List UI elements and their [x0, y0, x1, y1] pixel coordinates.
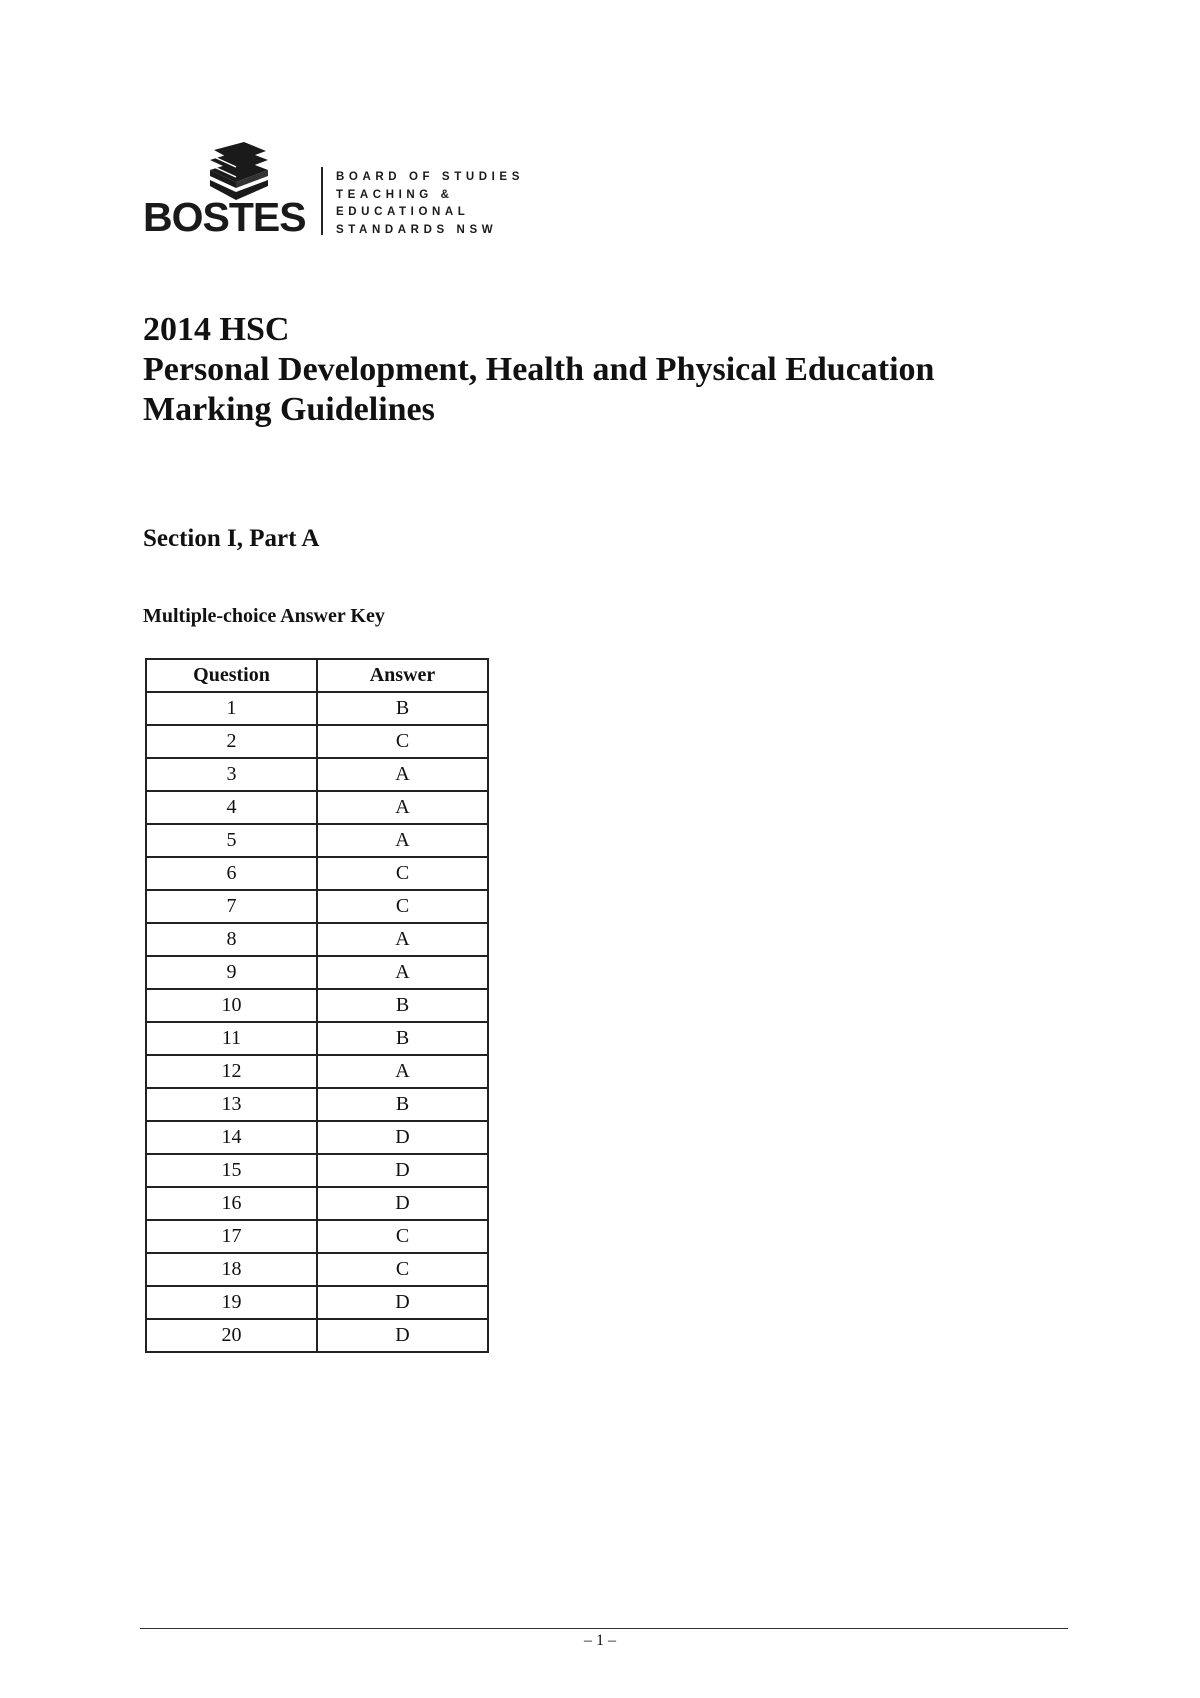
section-heading: Section I, Part A: [143, 525, 320, 552]
answer-cell: A: [317, 956, 488, 989]
answer-cell: A: [317, 923, 488, 956]
question-number-cell: 20: [146, 1319, 317, 1352]
logo-line: TEACHING &: [336, 188, 454, 201]
question-number-cell: 14: [146, 1121, 317, 1154]
table-caption: Multiple-choice Answer Key: [143, 605, 385, 627]
answer-cell: C: [317, 1220, 488, 1253]
question-number-cell: 17: [146, 1220, 317, 1253]
question-number-cell: 10: [146, 989, 317, 1022]
table-row: [146, 857, 488, 890]
answer-cell: D: [317, 1187, 488, 1220]
answer-cell: D: [317, 1121, 488, 1154]
logo-subtitle: [336, 169, 524, 239]
table-row: [146, 1121, 488, 1154]
answer-cell: B: [317, 692, 488, 725]
table-row: [146, 1088, 488, 1121]
answer-cell: C: [317, 725, 488, 758]
question-number-cell: 11: [146, 1022, 317, 1055]
table-row: [146, 1319, 488, 1352]
question-number-cell: 7: [146, 890, 317, 923]
column-header-answer: Answer: [317, 659, 488, 692]
logo-line: EDUCATIONAL: [336, 206, 470, 218]
column-header-question: Question: [146, 659, 317, 692]
logo-divider: [321, 167, 323, 235]
question-number-cell: 2: [146, 725, 317, 758]
table-row: [146, 989, 488, 1022]
answer-cell: D: [317, 1286, 488, 1319]
question-number-cell: 19: [146, 1286, 317, 1319]
answer-cell: C: [317, 890, 488, 923]
answer-cell: B: [317, 1088, 488, 1121]
answer-cell: A: [317, 758, 488, 791]
question-number-cell: 5: [146, 824, 317, 857]
footer-rule: [140, 1628, 1068, 1629]
question-number-cell: 13: [146, 1088, 317, 1121]
logo-line: STANDARDS NSW: [336, 223, 498, 236]
question-number-cell: 8: [146, 923, 317, 956]
table-row: [146, 824, 488, 857]
question-number-cell: 6: [146, 857, 317, 890]
table-row: [146, 1022, 488, 1055]
answer-cell: A: [317, 791, 488, 824]
table-row: [146, 791, 488, 824]
table-row: [146, 1220, 488, 1253]
table-row: [146, 1154, 488, 1187]
title-line-document: Marking Guidelines: [143, 391, 435, 428]
table-row: [146, 725, 488, 758]
table-row: [146, 890, 488, 923]
table-row: [146, 1055, 488, 1088]
answer-cell: B: [317, 989, 488, 1022]
answer-cell: B: [317, 1022, 488, 1055]
question-number-cell: 9: [146, 956, 317, 989]
answer-cell: A: [317, 824, 488, 857]
question-number-cell: 1: [146, 692, 317, 725]
document-title: [143, 310, 934, 430]
answer-cell: A: [317, 1055, 488, 1088]
title-line-year: 2014 HSC: [143, 311, 290, 348]
answer-cell: D: [317, 1154, 488, 1187]
table-row: [146, 1187, 488, 1220]
table-row: [146, 923, 488, 956]
table-header-row: [146, 659, 488, 692]
logo-line: BOARD OF STUDIES: [336, 171, 524, 183]
bostes-logo: [143, 142, 543, 242]
table-row: [146, 1286, 488, 1319]
question-number-cell: 15: [146, 1154, 317, 1187]
question-number-cell: 4: [146, 791, 317, 824]
page-number: – 1 –: [584, 1632, 616, 1649]
table-row: [146, 758, 488, 791]
question-number-cell: 16: [146, 1187, 317, 1220]
title-line-subject: Personal Development, Health and Physical Education: [143, 351, 935, 388]
answer-key-body: [146, 692, 488, 1352]
answer-key-table: [145, 658, 489, 1353]
answer-cell: D: [317, 1319, 488, 1352]
answer-cell: C: [317, 857, 488, 890]
table-row: [146, 956, 488, 989]
question-number-cell: 18: [146, 1253, 317, 1286]
question-number-cell: 12: [146, 1055, 317, 1088]
table-row: [146, 692, 488, 725]
question-number-cell: 3: [146, 758, 317, 791]
table-row: [146, 1253, 488, 1286]
answer-cell: C: [317, 1253, 488, 1286]
logo-wordmark: BOSTES: [143, 194, 306, 240]
